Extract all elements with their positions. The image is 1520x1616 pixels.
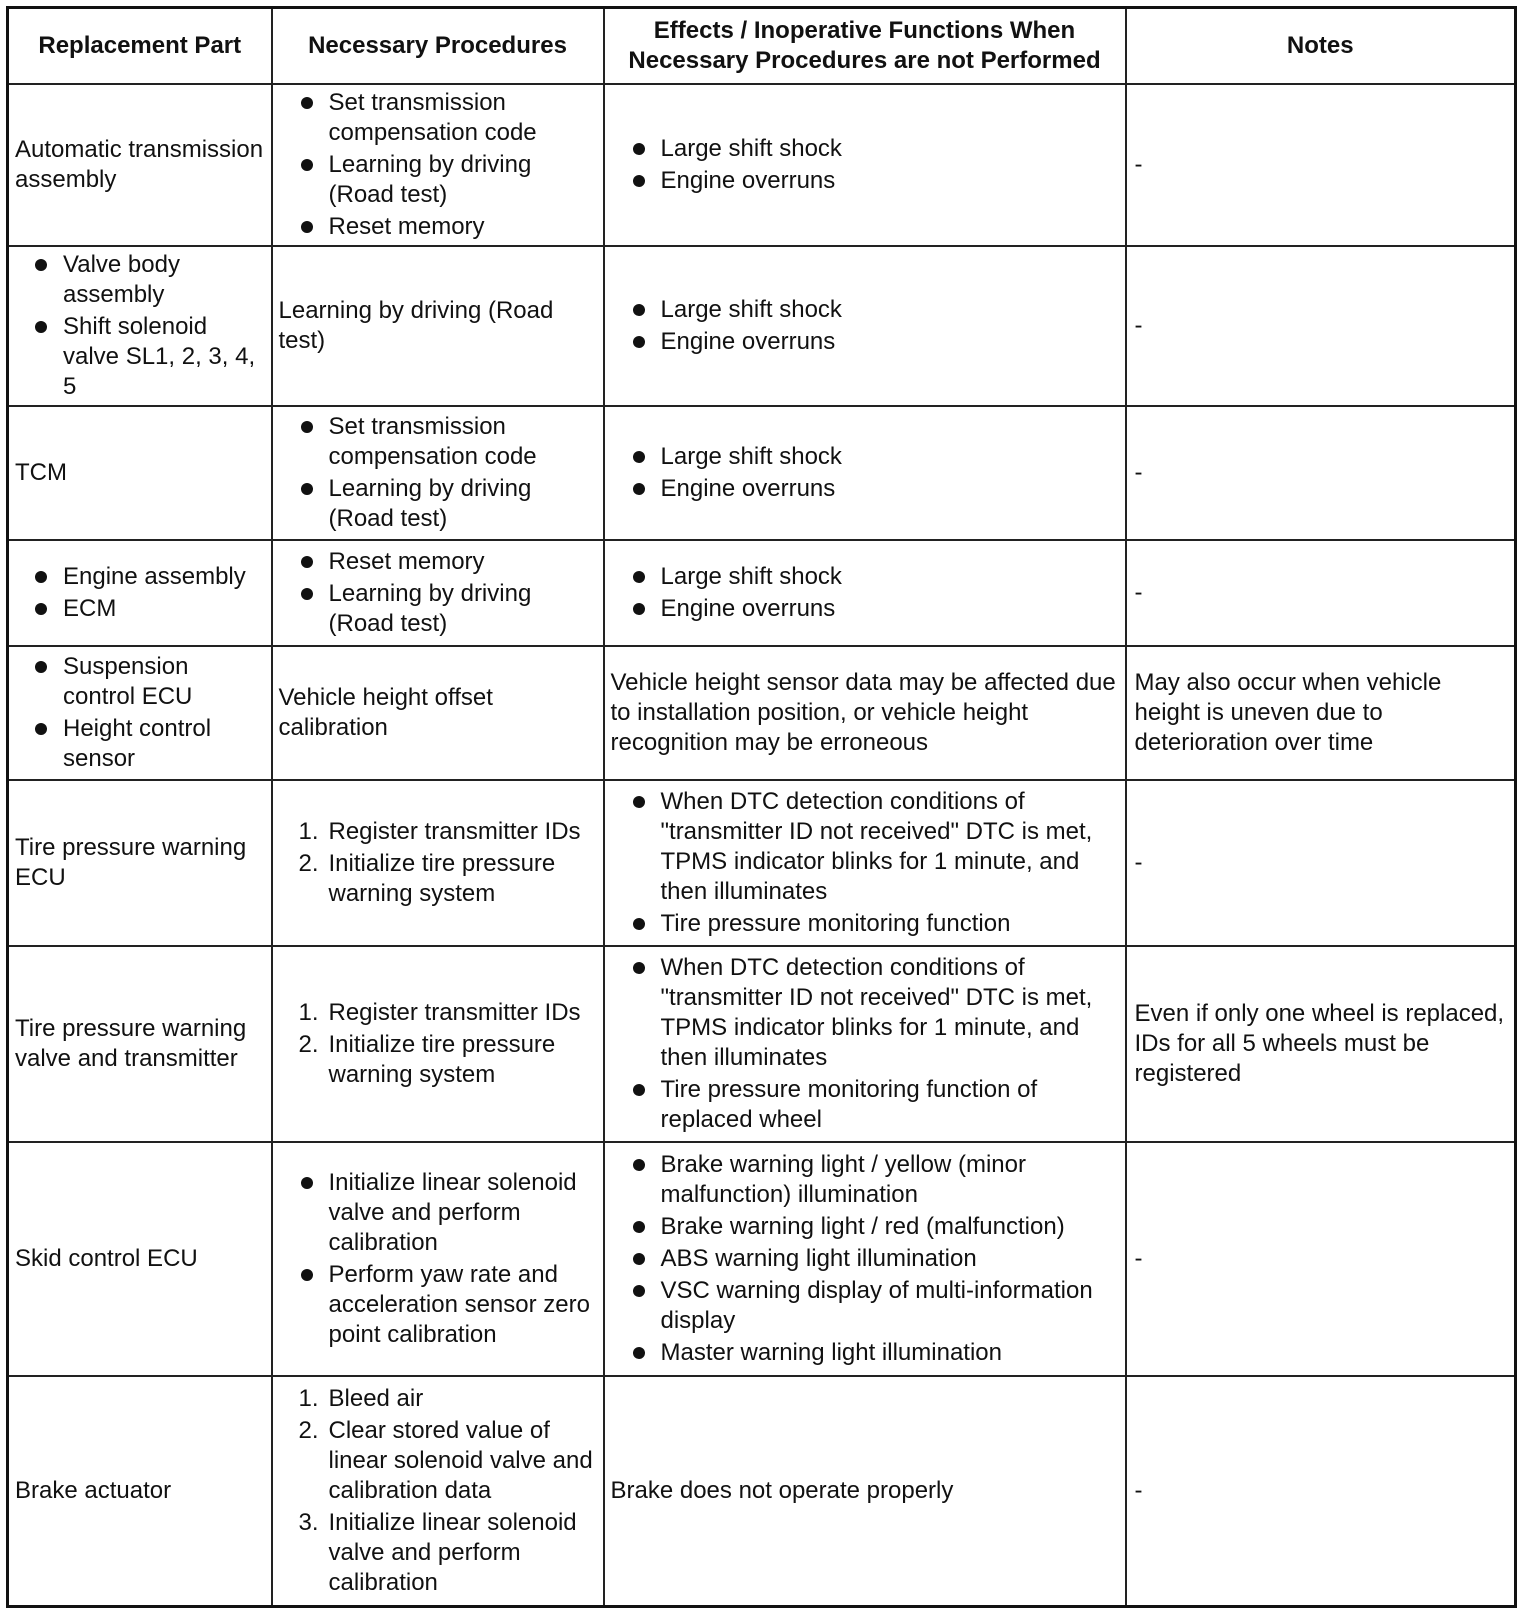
cell-notes: Even if only one wheel is replaced, IDs for all 5 wheels must be registered	[1126, 946, 1516, 1142]
cell-procedures	[272, 946, 604, 1142]
cell-part: TCM	[8, 406, 272, 540]
cell-part: Automatic transmission assembly	[8, 84, 272, 246]
cell-effects	[604, 84, 1126, 246]
cell-procedures	[272, 84, 604, 246]
table-row	[8, 1376, 1516, 1606]
cell-notes: May also occur when vehicle height is uneven due to deterioration over time	[1126, 646, 1516, 780]
cell-part	[8, 540, 272, 646]
cell-part: Brake actuator	[8, 1376, 272, 1606]
list-item: 2. Initialize tire pressure warning system	[298, 1031, 556, 1088]
list-item: Learning by driving (Road test)	[279, 579, 597, 639]
cell-notes: -	[1126, 780, 1516, 946]
list-item: When DTC detection conditions of "transmitter ID not received" DTC is met, TPMS indicator blinks for 1 minute, and then illuminates	[611, 953, 1119, 1073]
list-item: Tire pressure monitoring function	[611, 909, 1119, 939]
list-item: 1. Bleed air	[298, 1384, 424, 1412]
cell-procedures	[272, 1142, 604, 1376]
list-item: Engine overruns	[611, 327, 1119, 357]
replacement-procedures-table	[6, 6, 1517, 1608]
list-item: Set transmission compensation code	[279, 88, 597, 148]
header-replacement-part: Replacement Part	[8, 8, 272, 85]
list-item: Engine overruns	[611, 474, 1119, 504]
list-item: Learning by driving (Road test)	[279, 474, 597, 534]
cell-effects	[604, 540, 1126, 646]
cell-procedures	[272, 540, 604, 646]
list-item: Brake warning light / yellow (minor malfunction) illumination	[611, 1150, 1119, 1210]
header-notes: Notes	[1126, 8, 1516, 85]
cell-effects	[604, 246, 1126, 406]
cell-part: Tire pressure warning ECU	[8, 780, 272, 946]
cell-effects	[604, 1142, 1126, 1376]
list-item: ABS warning light illumination	[611, 1244, 1119, 1274]
list-number: 1.	[298, 999, 319, 1026]
list-item: Height control sensor	[15, 714, 265, 774]
cell-effects: Vehicle height sensor data may be affected due to installation position, or vehicle height recognition may be erroneous	[604, 646, 1126, 780]
cell-procedures: Vehicle height offset calibration	[272, 646, 604, 780]
table-row	[8, 946, 1516, 1142]
list-item: 2. Clear stored value of linear solenoid valve and calibration data	[298, 1416, 593, 1504]
cell-effects: Brake does not operate properly	[604, 1376, 1126, 1606]
list-item: Engine overruns	[611, 594, 1119, 624]
list-item: Large shift shock	[611, 295, 1119, 325]
cell-part: Skid control ECU	[8, 1142, 272, 1376]
list-item: Engine overruns	[611, 166, 1119, 196]
list-item: Tire pressure monitoring function of replaced wheel	[611, 1075, 1119, 1135]
list-item: Suspension control ECU	[15, 652, 265, 712]
procedures-document	[6, 6, 1514, 1608]
header-necessary-procedures: Necessary Procedures	[272, 8, 604, 85]
cell-notes: -	[1126, 1142, 1516, 1376]
cell-procedures	[272, 1376, 604, 1606]
list-item: 2. Initialize tire pressure warning system	[298, 850, 556, 907]
header-effects: Effects / Inoperative Functions When Necessary Procedures are not Performed	[604, 8, 1126, 85]
list-number: 1.	[298, 1384, 319, 1412]
cell-notes: -	[1126, 406, 1516, 540]
list-item: ECM	[15, 594, 265, 624]
list-number: 2.	[298, 1416, 319, 1444]
table-row	[8, 780, 1516, 946]
list-number: 2.	[298, 850, 319, 877]
cell-effects	[604, 780, 1126, 946]
list-item: Large shift shock	[611, 134, 1119, 164]
cell-part: Tire pressure warning valve and transmitter	[8, 946, 272, 1142]
cell-notes: -	[1126, 1376, 1516, 1606]
list-number: 1.	[298, 818, 319, 845]
list-item: Initialize linear solenoid valve and perform calibration	[279, 1168, 597, 1258]
list-item: Large shift shock	[611, 442, 1119, 472]
cell-effects	[604, 946, 1126, 1142]
list-item: Reset memory	[279, 547, 597, 577]
table-row	[8, 540, 1516, 646]
list-item: 3. Initialize linear solenoid valve and perform calibration	[298, 1508, 577, 1596]
list-item: Valve body assembly	[15, 250, 265, 310]
cell-effects	[604, 406, 1126, 540]
cell-notes: -	[1126, 246, 1516, 406]
list-item: Perform yaw rate and acceleration sensor zero point calibration	[279, 1260, 597, 1350]
list-number: 3.	[298, 1508, 319, 1536]
list-item: 1. Register transmitter IDs	[298, 818, 581, 845]
cell-notes: -	[1126, 84, 1516, 246]
cell-part	[8, 646, 272, 780]
list-item: 1. Register transmitter IDs	[298, 999, 581, 1026]
list-number: 2.	[298, 1031, 319, 1058]
list-item: Set transmission compensation code	[279, 412, 597, 472]
list-item: Engine assembly	[15, 562, 265, 592]
table-row	[8, 1142, 1516, 1376]
table-row	[8, 84, 1516, 246]
list-item: Learning by driving (Road test)	[279, 150, 597, 210]
cell-procedures	[272, 406, 604, 540]
cell-procedures	[272, 780, 604, 946]
cell-part	[8, 246, 272, 406]
list-item: Master warning light illumination	[611, 1338, 1119, 1368]
table-row	[8, 406, 1516, 540]
list-item: VSC warning display of multi-information display	[611, 1276, 1119, 1336]
list-item: Reset memory	[279, 212, 597, 242]
list-item: Shift solenoid valve SL1, 2, 3, 4, 5	[15, 312, 265, 402]
list-item: Large shift shock	[611, 562, 1119, 592]
list-item: When DTC detection conditions of "transmitter ID not received" DTC is met, TPMS indicator blinks for 1 minute, and then illuminates	[611, 787, 1119, 907]
list-item: Brake warning light / red (malfunction)	[611, 1212, 1119, 1242]
cell-notes: -	[1126, 540, 1516, 646]
table-row	[8, 246, 1516, 406]
table-header-row	[8, 8, 1516, 85]
table-row	[8, 646, 1516, 780]
cell-procedures: Learning by driving (Road test)	[272, 246, 604, 406]
